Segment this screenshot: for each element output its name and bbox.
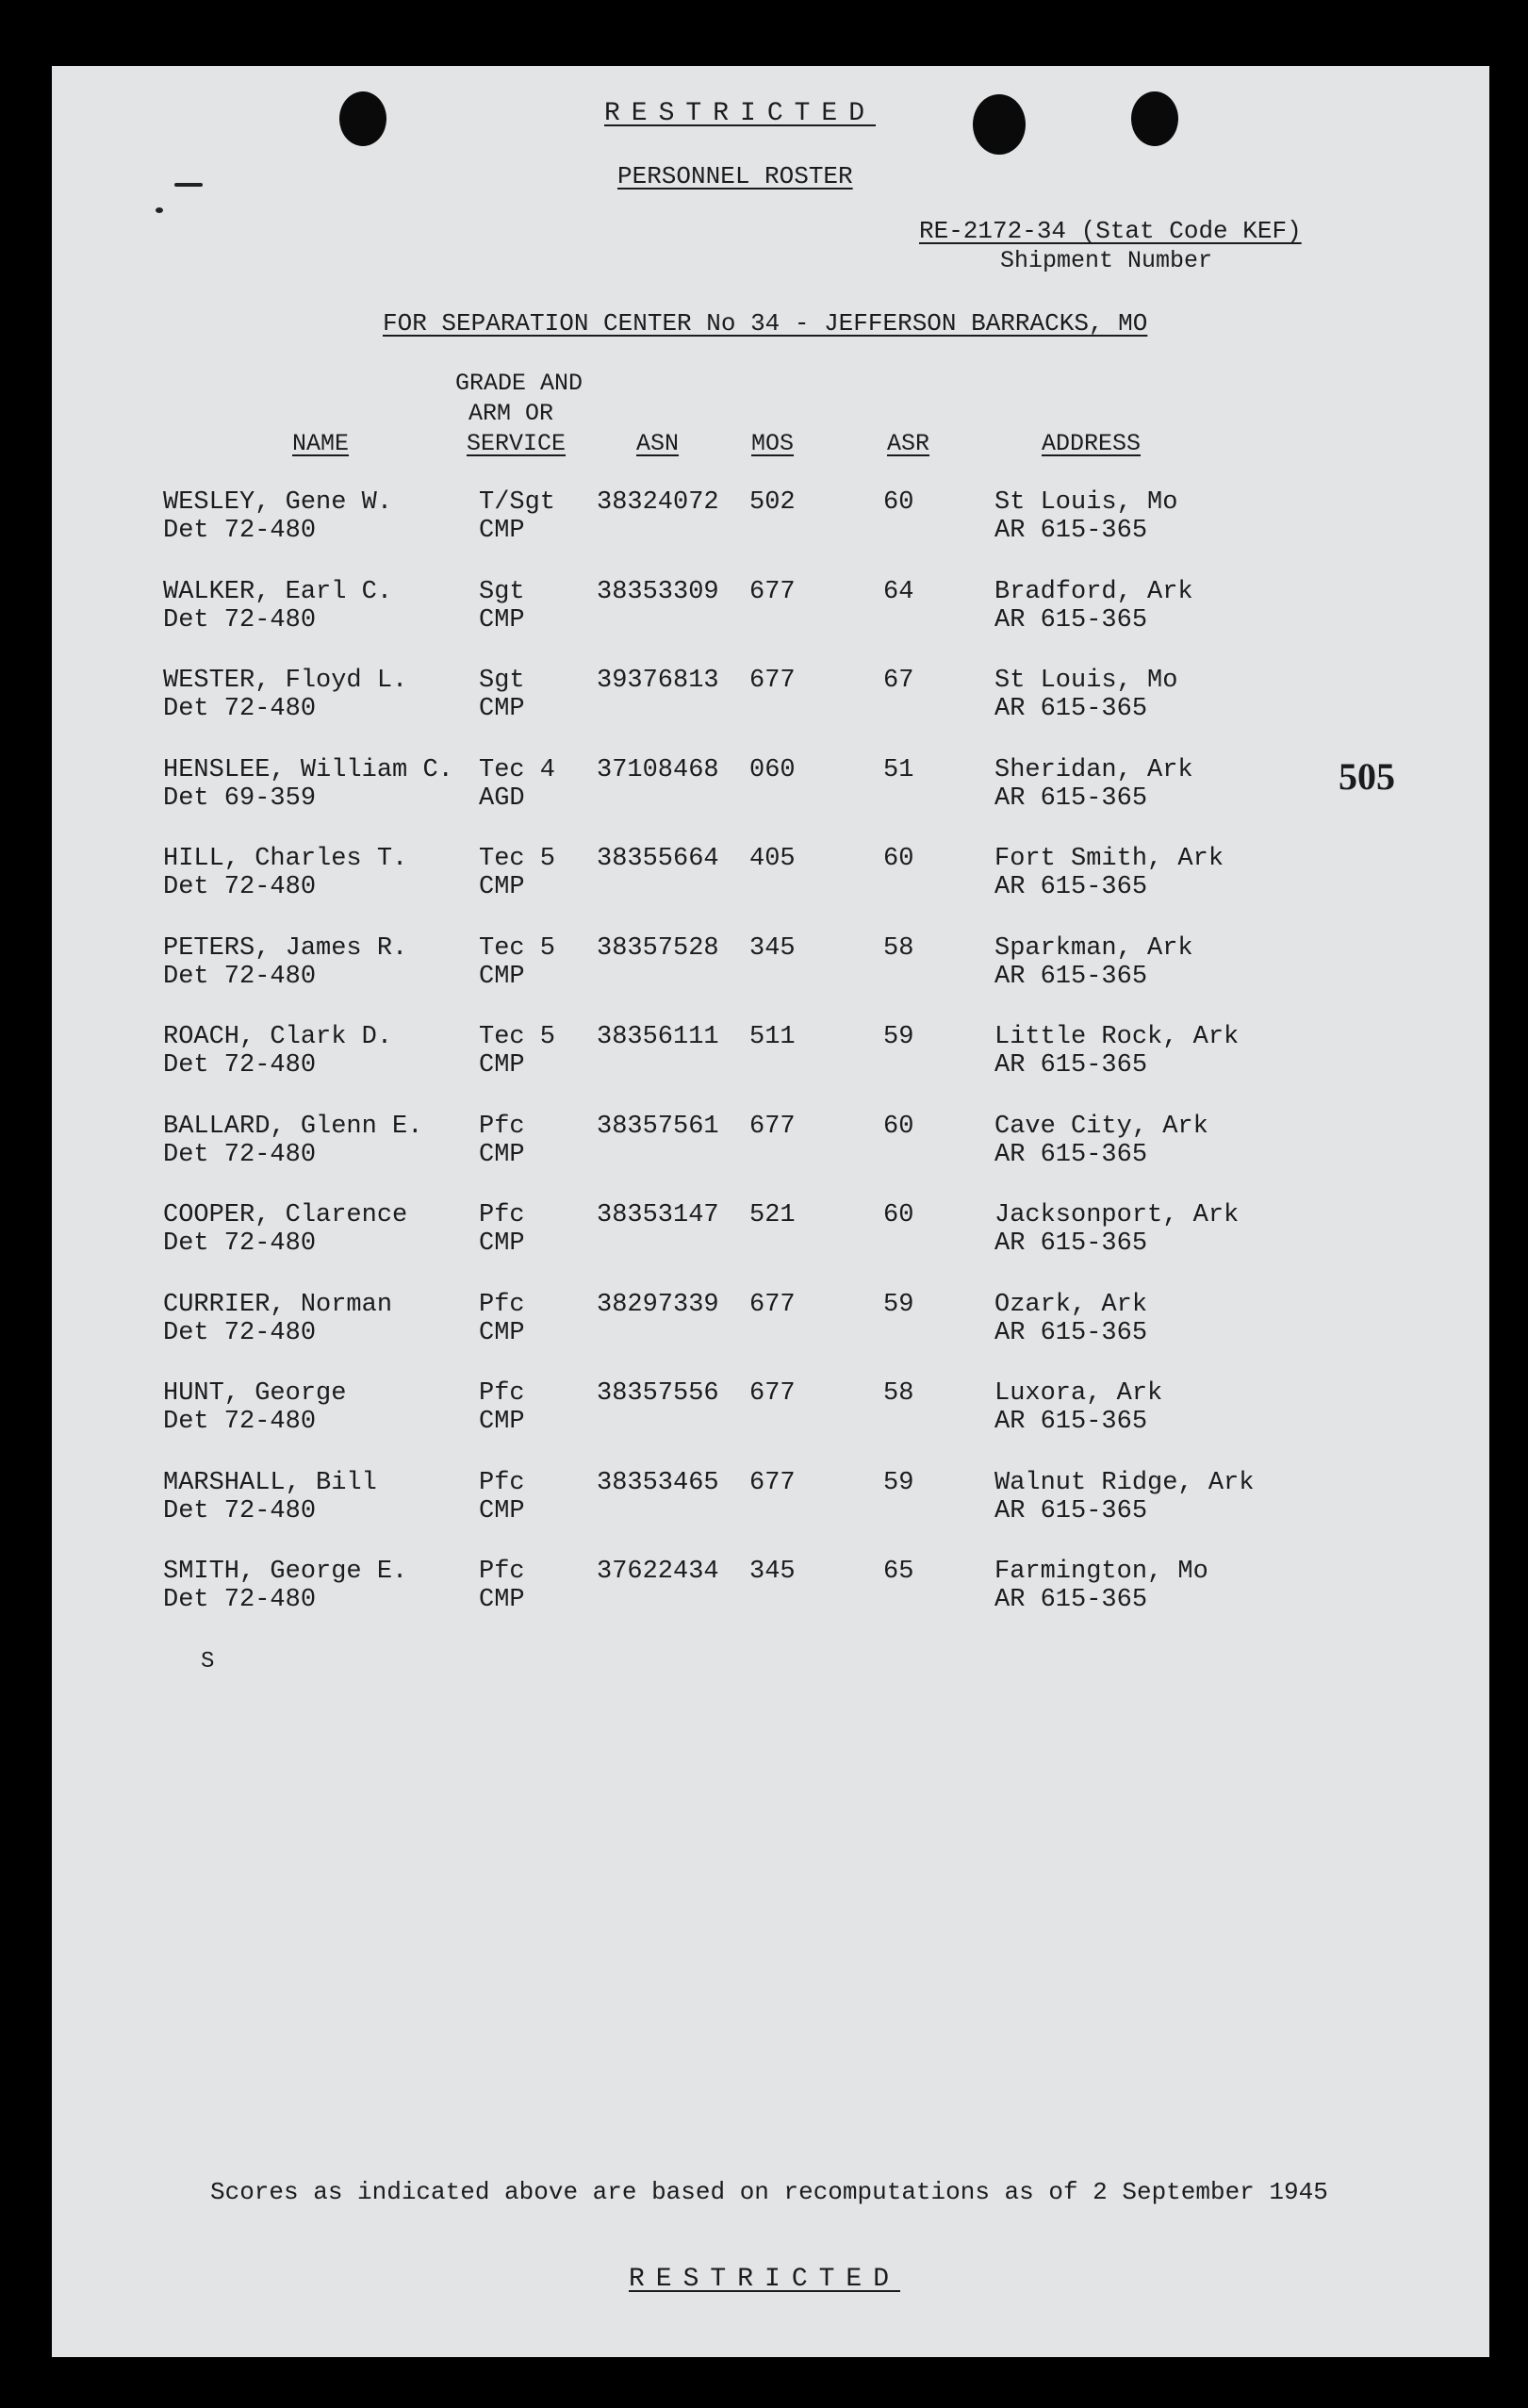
punch-hole-center — [973, 94, 1026, 155]
col-header-grade-line1: GRADE AND — [455, 370, 583, 397]
row-mos: 677 — [749, 578, 796, 606]
row-asn: 38353465 — [597, 1469, 719, 1497]
row-asr: 60 — [883, 845, 914, 873]
row-address-ar: AR 615-365 — [994, 784, 1148, 813]
row-address-city: St Louis, Mo — [994, 667, 1178, 695]
classification-bottom: RESTRICTED — [629, 2265, 901, 2294]
row-asn: 38353147 — [597, 1201, 719, 1229]
row-asr: 67 — [883, 667, 914, 695]
row-name: WALKER, Earl C. — [163, 578, 393, 606]
row-asr: 64 — [883, 578, 914, 606]
row-asr: 58 — [883, 934, 914, 963]
row-detachment: Det 72-480 — [163, 1051, 317, 1080]
form-title: PERSONNEL ROSTER — [617, 162, 853, 190]
table-row — [52, 1113, 1489, 1188]
col-header-asr: ASR — [887, 430, 930, 457]
row-address-city: Farmington, Mo — [994, 1558, 1208, 1586]
table-row — [52, 1201, 1489, 1277]
row-service: CMP — [479, 1319, 525, 1347]
row-detachment: Det 72-480 — [163, 1408, 317, 1436]
row-address-ar: AR 615-365 — [994, 1586, 1148, 1614]
footer-note: Scores as indicated above are based on recomputations as of 2 September 1945 — [210, 2178, 1328, 2206]
row-mos: 345 — [749, 934, 796, 963]
row-grade: Tec 5 — [479, 1023, 556, 1051]
table-row — [52, 845, 1489, 920]
row-grade: Sgt — [479, 578, 525, 606]
row-mos: 405 — [749, 845, 796, 873]
row-address-city: Walnut Ridge, Ark — [994, 1469, 1255, 1497]
row-detachment: Det 72-480 — [163, 1319, 317, 1347]
row-asn: 38355664 — [597, 845, 719, 873]
row-service: CMP — [479, 606, 525, 635]
row-address-ar: AR 615-365 — [994, 1051, 1148, 1080]
ink-speck — [156, 207, 163, 213]
table-row — [52, 1023, 1489, 1098]
col-header-address: ADDRESS — [1042, 430, 1142, 457]
row-service: AGD — [479, 784, 525, 813]
destination-heading: FOR SEPARATION CENTER No 34 - JEFFERSON BARRACKS, MO — [383, 309, 1148, 338]
row-service: CMP — [479, 1229, 525, 1258]
row-address-city: Jacksonport, Ark — [994, 1201, 1240, 1229]
row-address-city: Fort Smith, Ark — [994, 845, 1224, 873]
row-detachment: Det 72-480 — [163, 963, 317, 991]
row-asn: 38297339 — [597, 1291, 719, 1319]
row-address-city: St Louis, Mo — [994, 488, 1178, 517]
row-mos: 677 — [749, 1291, 796, 1319]
col-header-grade-line3: SERVICE — [467, 430, 567, 457]
row-detachment: Det 72-480 — [163, 1229, 317, 1258]
row-name: WESTER, Floyd L. — [163, 667, 408, 695]
row-asn: 38357528 — [597, 934, 719, 963]
row-grade: Pfc — [479, 1469, 525, 1497]
table-row — [52, 1469, 1489, 1544]
row-asn: 38353309 — [597, 578, 719, 606]
row-asn: 37108468 — [597, 756, 719, 784]
row-grade: Tec 4 — [479, 756, 556, 784]
row-asn: 38356111 — [597, 1023, 719, 1051]
row-asn: 39376813 — [597, 667, 719, 695]
row-detachment: Det 72-480 — [163, 1586, 317, 1614]
row-name: CURRIER, Norman — [163, 1291, 393, 1319]
row-name: MARSHALL, Bill — [163, 1469, 377, 1497]
row-address-city: Sparkman, Ark — [994, 934, 1193, 963]
row-service: CMP — [479, 1586, 525, 1614]
row-address-ar: AR 615-365 — [994, 1229, 1148, 1258]
row-address-ar: AR 615-365 — [994, 517, 1148, 545]
shipment-label: Shipment Number — [1000, 247, 1213, 274]
row-grade: Pfc — [479, 1558, 525, 1586]
row-name: WESLEY, Gene W. — [163, 488, 393, 517]
row-grade: Sgt — [479, 667, 525, 695]
initial-mark: S — [201, 1649, 215, 1674]
row-service: CMP — [479, 517, 525, 545]
table-row — [52, 667, 1489, 742]
ink-speck — [174, 183, 203, 187]
row-grade: Tec 5 — [479, 934, 556, 963]
row-name: PETERS, James R. — [163, 934, 408, 963]
col-header-asn: ASN — [636, 430, 680, 457]
row-asr: 58 — [883, 1379, 914, 1408]
row-grade: Pfc — [479, 1113, 525, 1141]
table-row — [52, 756, 1489, 832]
row-name: ROACH, Clark D. — [163, 1023, 393, 1051]
row-address-ar: AR 615-365 — [994, 963, 1148, 991]
row-mos: 677 — [749, 1469, 796, 1497]
row-asn: 37622434 — [597, 1558, 719, 1586]
table-row — [52, 488, 1489, 564]
row-grade: Tec 5 — [479, 845, 556, 873]
row-mos: 060 — [749, 756, 796, 784]
row-mos: 521 — [749, 1201, 796, 1229]
row-mos: 502 — [749, 488, 796, 517]
row-name: SMITH, George E. — [163, 1558, 408, 1586]
row-detachment: Det 72-480 — [163, 695, 317, 723]
row-service: CMP — [479, 1051, 525, 1080]
row-service: CMP — [479, 873, 525, 901]
table-row — [52, 1558, 1489, 1633]
table-row — [52, 934, 1489, 1010]
row-detachment: Det 72-480 — [163, 606, 317, 635]
row-grade: Pfc — [479, 1201, 525, 1229]
table-row — [52, 1291, 1489, 1366]
row-service: CMP — [479, 1141, 525, 1169]
row-name: COOPER, Clarence — [163, 1201, 408, 1229]
col-header-mos: MOS — [751, 430, 795, 457]
row-detachment: Det 69-359 — [163, 784, 317, 813]
row-service: CMP — [479, 695, 525, 723]
row-service: CMP — [479, 963, 525, 991]
row-name: HENSLEE, William C. — [163, 756, 453, 784]
row-asr: 59 — [883, 1291, 914, 1319]
row-grade: Pfc — [479, 1291, 525, 1319]
row-asr: 60 — [883, 1201, 914, 1229]
row-asr: 60 — [883, 488, 914, 517]
row-asr: 60 — [883, 1113, 914, 1141]
row-asn: 38357561 — [597, 1113, 719, 1141]
row-grade: Pfc — [479, 1379, 525, 1408]
classification-top: RESTRICTED — [604, 99, 877, 128]
row-asr: 59 — [883, 1469, 914, 1497]
row-asr: 51 — [883, 756, 914, 784]
row-name: HUNT, George — [163, 1379, 347, 1408]
row-mos: 511 — [749, 1023, 796, 1051]
row-mos: 345 — [749, 1558, 796, 1586]
page-number: 505 — [1339, 755, 1395, 798]
row-address-ar: AR 615-365 — [994, 606, 1148, 635]
row-service: CMP — [479, 1408, 525, 1436]
table-row — [52, 1379, 1489, 1455]
punch-hole-right — [1131, 91, 1178, 146]
row-address-ar: AR 615-365 — [994, 1497, 1148, 1526]
row-mos: 677 — [749, 1113, 796, 1141]
row-asn: 38357556 — [597, 1379, 719, 1408]
row-name: BALLARD, Glenn E. — [163, 1113, 423, 1141]
row-address-ar: AR 615-365 — [994, 1408, 1148, 1436]
col-header-grade-line2: ARM OR — [468, 400, 554, 427]
row-address-ar: AR 615-365 — [994, 1319, 1148, 1347]
row-address-city: Ozark, Ark — [994, 1291, 1148, 1319]
row-detachment: Det 72-480 — [163, 1141, 317, 1169]
row-address-ar: AR 615-365 — [994, 1141, 1148, 1169]
row-detachment: Det 72-480 — [163, 873, 317, 901]
row-asn: 38324072 — [597, 488, 719, 517]
punch-hole-left — [339, 91, 386, 146]
row-address-city: Little Rock, Ark — [994, 1023, 1240, 1051]
row-asr: 59 — [883, 1023, 914, 1051]
table-row — [52, 578, 1489, 653]
row-grade: T/Sgt — [479, 488, 556, 517]
shipment-code: RE-2172-34 (Stat Code KEF) — [919, 217, 1302, 245]
row-name: HILL, Charles T. — [163, 845, 408, 873]
row-address-ar: AR 615-365 — [994, 695, 1148, 723]
row-address-city: Sheridan, Ark — [994, 756, 1193, 784]
row-address-city: Cave City, Ark — [994, 1113, 1208, 1141]
roster-page — [52, 66, 1489, 2357]
row-detachment: Det 72-480 — [163, 517, 317, 545]
row-asr: 65 — [883, 1558, 914, 1586]
row-address-city: Bradford, Ark — [994, 578, 1193, 606]
col-header-name: NAME — [292, 430, 350, 457]
row-address-ar: AR 615-365 — [994, 873, 1148, 901]
row-mos: 677 — [749, 667, 796, 695]
row-service: CMP — [479, 1497, 525, 1526]
row-detachment: Det 72-480 — [163, 1497, 317, 1526]
row-address-city: Luxora, Ark — [994, 1379, 1163, 1408]
row-mos: 677 — [749, 1379, 796, 1408]
